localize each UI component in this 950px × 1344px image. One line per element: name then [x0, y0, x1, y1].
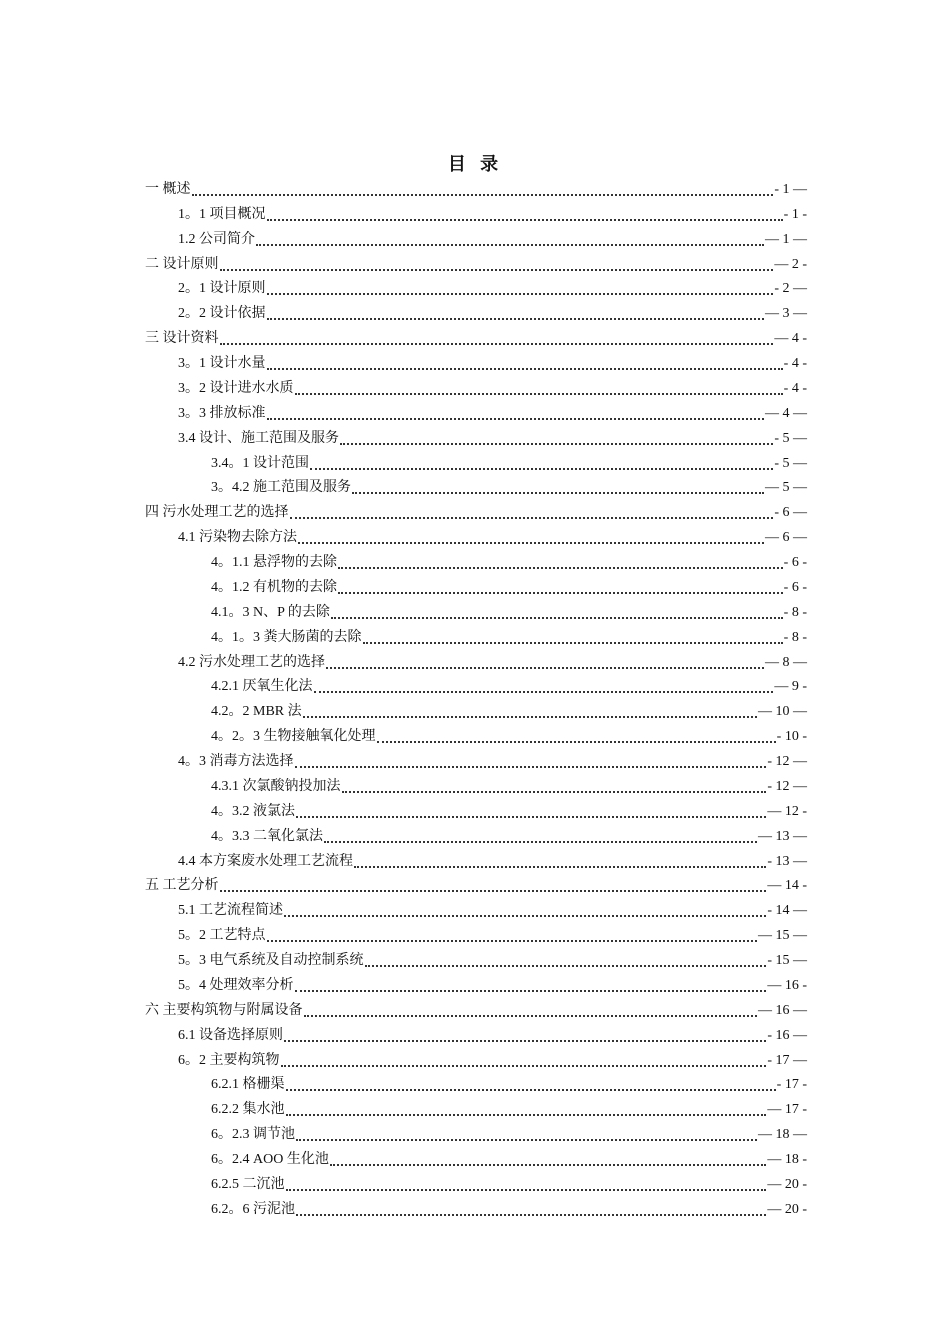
toc-entry-page: - 14 — [767, 903, 807, 919]
toc-entry-page: — 16 - [767, 977, 807, 993]
toc-entry-label: 6.2。6 污泥池 [211, 1201, 295, 1217]
toc-entry[interactable] [145, 623, 807, 648]
dot-leader [352, 492, 764, 494]
toc-entry-page: — 9 - [774, 679, 807, 695]
dot-leader [326, 667, 764, 669]
toc-entry[interactable] [145, 797, 807, 822]
toc-entry[interactable] [145, 175, 807, 200]
dot-leader [303, 716, 757, 718]
dot-leader [284, 1040, 766, 1042]
toc-entry[interactable] [145, 250, 807, 275]
dot-leader [220, 343, 774, 345]
toc-entry-label: 6.2.1 格栅渠 [211, 1077, 285, 1093]
toc-entry-label: 4。1.2 有机物的去除 [211, 579, 337, 595]
toc-entry-page: — 17 - [767, 1102, 807, 1118]
toc-entry-page: — 3 — [765, 306, 807, 322]
dot-leader [295, 766, 767, 768]
toc-entry[interactable] [145, 275, 807, 300]
toc-entry-label: 六 主要构筑物与附属设备 [145, 1002, 303, 1018]
toc-title: 目 录 [447, 154, 503, 175]
toc-entry[interactable] [145, 946, 807, 971]
toc-entry-label: 3。3 排放标准 [178, 405, 266, 421]
toc-entry-page: — 12 - [767, 803, 807, 819]
toc-entry-label: 6。2.3 调节池 [211, 1127, 295, 1143]
dot-leader [281, 1065, 767, 1067]
toc-entry-page: — 16 — [758, 1002, 807, 1018]
toc-entry-label: 1。1 项目概况 [178, 206, 266, 222]
toc-entry-page: - 15 — [767, 953, 807, 968]
toc-entry-page: — 18 - [767, 1152, 807, 1167]
toc-entry-label: 4.4 本方案废水处理工艺流程 [178, 853, 353, 869]
dot-leader [342, 791, 767, 793]
toc-entry-label: 4.2。2 MBR 法 [211, 704, 302, 720]
toc-entry-page: - 6 - [783, 579, 807, 595]
toc-entry-label: 3.4。1 设计范围 [211, 455, 309, 471]
dot-leader [314, 691, 774, 693]
toc-entry-label: 4。1。3 粪大肠菌的去除 [211, 629, 362, 645]
toc-entry[interactable] [145, 971, 807, 996]
toc-entry[interactable] [145, 225, 807, 250]
dot-leader [354, 866, 766, 868]
toc-entry-label: 4。3.3 二氧化氯法 [211, 828, 323, 844]
toc-entry[interactable] [145, 722, 807, 747]
dot-leader [324, 841, 757, 843]
dot-leader [365, 965, 767, 967]
toc-entry-page: - 4 - [783, 356, 807, 371]
toc-entry-page: - 17 — [767, 1052, 807, 1068]
toc-entry-page: - 12 — [767, 754, 807, 769]
toc-entry-page: - 4 - [783, 380, 807, 396]
toc-entry[interactable] [145, 598, 807, 623]
toc-entry-page: - 5 — [774, 455, 807, 471]
dot-leader [290, 517, 774, 519]
toc-entry-page: - 10 - [776, 729, 807, 745]
toc-entry-page: - 13 — [767, 853, 807, 869]
dot-leader [296, 1139, 757, 1141]
toc-entry[interactable] [145, 697, 807, 722]
toc-entry-page: — 4 — [765, 405, 807, 421]
toc-entry-label: 6。2 主要构筑物 [178, 1052, 280, 1068]
toc-entry-label: 三 设计资料 [145, 331, 219, 347]
toc-entry[interactable] [145, 896, 807, 921]
toc-entry-label: 4.3.1 次氯酸钠投加法 [211, 778, 341, 794]
dot-leader [296, 816, 766, 818]
toc-entry-label: 5。2 工艺特点 [178, 928, 266, 944]
toc-entry[interactable] [145, 1145, 807, 1170]
dot-leader [295, 990, 767, 992]
toc-entry[interactable] [145, 449, 807, 474]
toc-entry-page: - 8 - [783, 629, 807, 645]
dot-leader [286, 1114, 767, 1116]
toc-entry-label: 5。3 电气系统及自动控制系统 [178, 953, 364, 968]
toc-entry-label: 五 工艺分析 [145, 878, 219, 894]
toc-entry-page: - 8 - [783, 604, 807, 620]
toc-entry-page: — 1 — [765, 231, 807, 247]
dot-leader [338, 592, 783, 594]
toc-entry[interactable] [145, 673, 807, 698]
dot-leader [330, 1164, 766, 1166]
toc-entry[interactable] [145, 648, 807, 673]
dot-leader [298, 542, 764, 544]
toc-entry-label: 6.1 设备选择原则 [178, 1027, 283, 1043]
toc-entry[interactable] [145, 399, 807, 424]
dot-leader [296, 1214, 766, 1216]
toc-entry-label: 5。4 处理效率分析 [178, 977, 294, 993]
dot-leader [338, 567, 783, 569]
toc-entry-page: — 6 — [765, 530, 807, 546]
toc-entry[interactable] [145, 1120, 807, 1145]
table-of-contents [145, 175, 807, 1220]
dot-leader [363, 642, 783, 644]
toc-entry-label: 4。2。3 生物接触氧化处理 [211, 729, 376, 745]
dot-leader [377, 741, 776, 743]
toc-entry[interactable] [145, 847, 807, 872]
toc-entry-label: 2。1 设计原则 [178, 281, 266, 297]
dot-leader [340, 443, 773, 445]
toc-entry-page: - 16 — [767, 1027, 807, 1043]
toc-entry-page: — 20 - [767, 1201, 807, 1217]
dot-leader [304, 1015, 758, 1017]
toc-entry[interactable] [145, 921, 807, 946]
toc-entry-page: - 6 — [774, 505, 807, 521]
toc-entry[interactable] [145, 523, 807, 548]
dot-leader [267, 318, 765, 320]
toc-entry-label: 4。3 消毒方法选择 [178, 754, 294, 769]
toc-entry-page: - 17 - [776, 1077, 807, 1093]
dot-leader [192, 194, 774, 196]
dot-leader [267, 940, 758, 942]
toc-entry[interactable] [145, 1195, 807, 1220]
toc-entry-page: - 2 — [774, 281, 807, 297]
toc-entry-page: - 5 — [774, 430, 807, 446]
toc-entry[interactable] [145, 573, 807, 598]
toc-entry[interactable] [145, 200, 807, 225]
toc-entry-label: 4.1。3 N、P 的去除 [211, 604, 330, 620]
dot-leader [286, 1189, 767, 1191]
toc-entry-page: — 13 — [758, 828, 807, 844]
toc-entry-label: 一 概述 [145, 181, 191, 197]
dot-leader [267, 368, 783, 370]
toc-entry[interactable] [145, 1021, 807, 1046]
toc-entry[interactable] [145, 299, 807, 324]
toc-entry[interactable] [145, 1170, 807, 1195]
toc-entry-page: — 4 - [774, 331, 807, 347]
toc-entry-label: 3。2 设计进水水质 [178, 380, 294, 396]
dot-leader [331, 617, 783, 619]
toc-entry-page: — 14 - [767, 878, 807, 894]
toc-entry[interactable] [145, 498, 807, 523]
toc-entry-label: 3。4.2 施工范围及服务 [211, 480, 351, 496]
toc-entry-label: 4.2.1 厌氧生化法 [211, 679, 313, 695]
toc-entry[interactable] [145, 374, 807, 399]
toc-entry[interactable] [145, 822, 807, 847]
toc-entry[interactable] [145, 1095, 807, 1120]
toc-entry-label: 4.2 污水处理工艺的选择 [178, 654, 325, 670]
toc-entry-label: 6.2.2 集水池 [211, 1102, 285, 1118]
toc-entry[interactable] [145, 747, 807, 772]
toc-entry[interactable] [145, 424, 807, 449]
toc-entry[interactable] [145, 548, 807, 573]
toc-entry-page: — 15 — [758, 928, 807, 944]
dot-leader [267, 219, 783, 221]
toc-entry-label: 3。1 设计水量 [178, 356, 266, 371]
dot-leader [286, 1089, 776, 1091]
toc-entry-label: 二 设计原则 [145, 256, 219, 272]
toc-entry[interactable] [145, 349, 807, 374]
dot-leader [256, 244, 764, 246]
toc-entry-page: — 10 — [758, 704, 807, 720]
toc-entry[interactable] [145, 324, 807, 349]
toc-entry-page: — 2 - [774, 256, 807, 272]
dot-leader [267, 418, 765, 420]
toc-entry[interactable] [145, 996, 807, 1021]
toc-entry-page: — 8 — [765, 654, 807, 670]
toc-entry-label: 6.2.5 二沉池 [211, 1176, 285, 1192]
toc-entry[interactable] [145, 1071, 807, 1096]
dot-leader [295, 393, 783, 395]
dot-leader [220, 269, 774, 271]
toc-entry[interactable] [145, 772, 807, 797]
toc-entry-page: - 12 — [767, 778, 807, 794]
toc-entry-label: 5.1 工艺流程简述 [178, 903, 283, 919]
toc-entry-label: 4.1 污染物去除方法 [178, 530, 297, 546]
toc-entry-label: 4。1.1 悬浮物的去除 [211, 555, 337, 570]
dot-leader [267, 293, 774, 295]
toc-entry[interactable] [145, 872, 807, 897]
toc-entry-page: - 6 - [783, 555, 807, 570]
toc-entry[interactable] [145, 1046, 807, 1071]
toc-entry-label: 6。2.4 AOO 生化池 [211, 1152, 329, 1167]
toc-entry-label: 1.2 公司简介 [178, 231, 255, 247]
toc-entry-page: - 1 - [783, 206, 807, 222]
toc-entry[interactable] [145, 474, 807, 499]
toc-entry-page: — 20 - [767, 1176, 807, 1192]
toc-entry-page: — 18 — [758, 1127, 807, 1143]
dot-leader [220, 890, 767, 892]
toc-entry-page: - 1 — [774, 181, 807, 197]
toc-entry-page: — 5 — [765, 480, 807, 496]
toc-entry-label: 3.4 设计、施工范围及服务 [178, 430, 339, 446]
dot-leader [284, 915, 766, 917]
toc-entry-label: 四 污水处理工艺的选择 [145, 505, 289, 521]
toc-entry-label: 4。3.2 液氯法 [211, 803, 295, 819]
dot-leader [310, 468, 773, 470]
toc-entry-label: 2。2 设计依据 [178, 306, 266, 322]
